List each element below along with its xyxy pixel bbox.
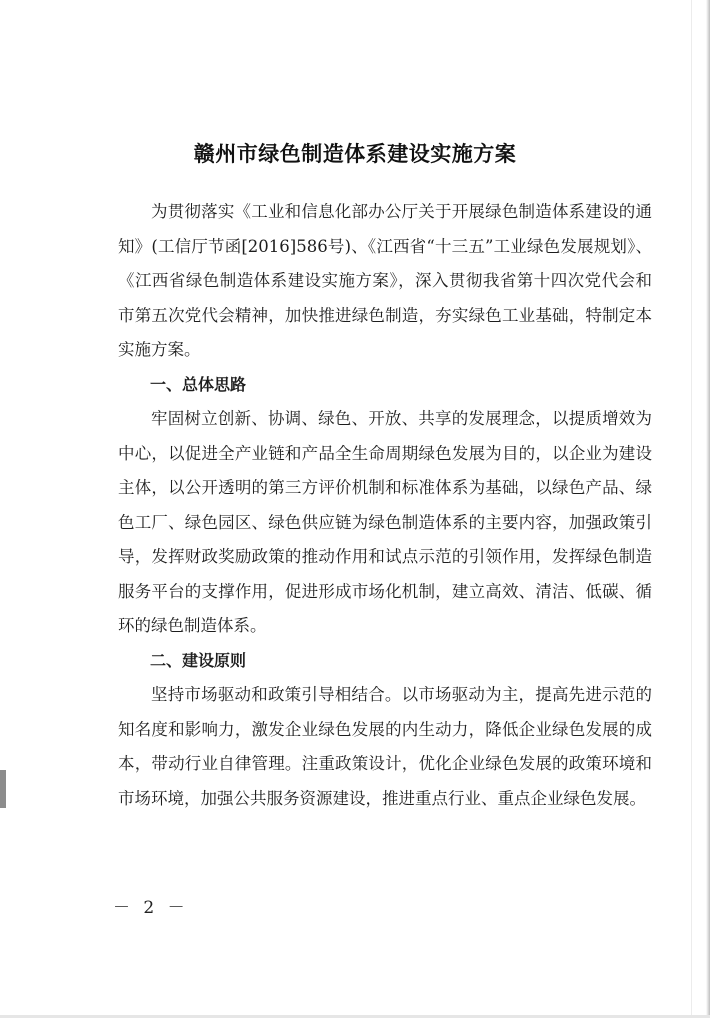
document-title: 赣州市绿色制造体系建设实施方案 xyxy=(193,141,517,167)
section-2-paragraph: 坚持市场驱动和政策引导相结合。以市场驱动为主，提高先进示范的知名度和影响力，激发企业绿色发展的内生动力，降低企业绿色发展的成本，带动行业自律管理。注重政策设计，优化企业绿色发展的政策环境和市场环境，加强公共服务资源建设，推进重点行业、重点企业绿色发展。 xyxy=(118,685,652,808)
page-number: － 2 － xyxy=(113,898,189,918)
scan-mark xyxy=(0,770,6,808)
section-1-heading: 一、总体思路 xyxy=(150,375,247,394)
intro-paragraph: 为贯彻落实《工业和信息化部办公厅关于开展绿色制造体系建设的通知》(工信厅节函[2016]586号)、《江西省“十三五”工业绿色发展规划》、《江西省绿色制造体系建设实施方案》，深入贯彻我省第十四次党代会和市第五次党代会精神，加快推进绿色制造，夯实绿色工业基础，特制定本实施方案。 xyxy=(118,202,652,359)
section-2-heading: 二、建设原则 xyxy=(150,651,247,670)
section-1-paragraph: 牢固树立创新、协调、绿色、开放、共享的发展理念，以提质增效为中心，以促进全产业链和产品全生命周期绿色发展为目的，以企业为建设主体，以公开透明的第三方评价机制和标准体系为基础，以绿色产品、绿色工厂、绿色园区、绿色供应链为绿色制造体系的主要内容，加强政策引导，发挥财政奖励政策的推动作用和试点示范的引领作用，发挥绿色制造服务平台的支撑作用，促进形成市场化机制，建立高效、清洁、低碳、循环的绿色制造体系。 xyxy=(118,409,652,635)
